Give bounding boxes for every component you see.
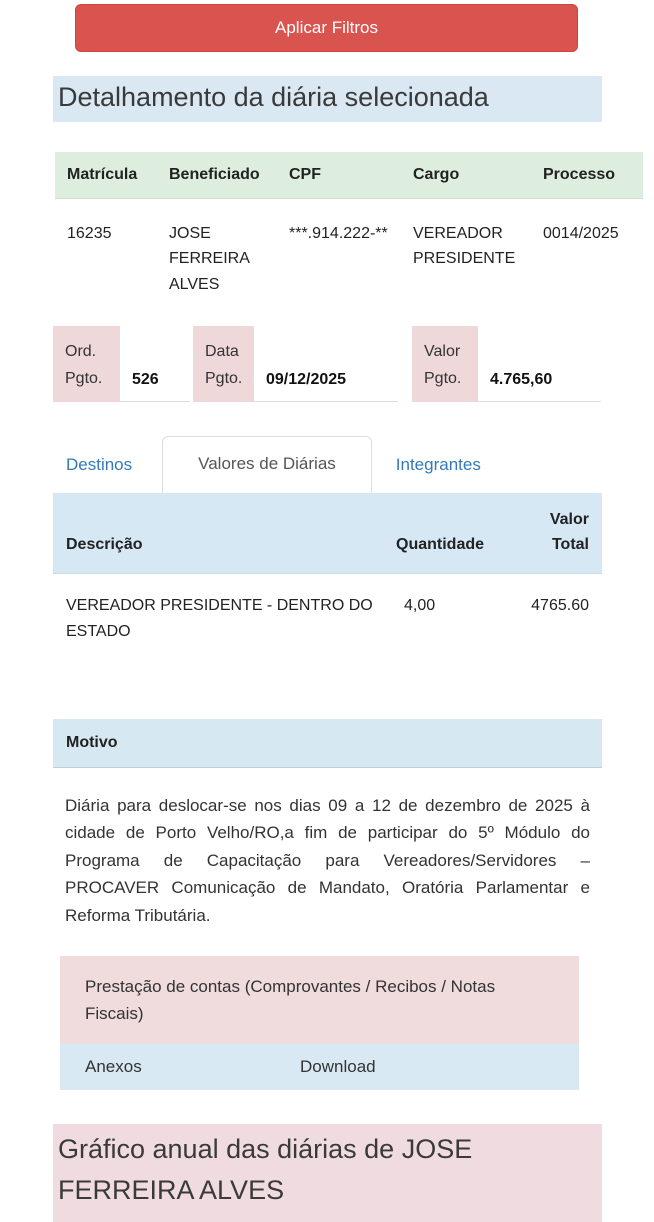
payment-summary-row <box>53 326 654 402</box>
motivo-text: Diária para deslocar-se nos dias 09 a 12 de dezembro de 2025 à cidade de Porto Velho/RO,a fim de participar do 5º Módulo do Programa de Capacitação para Vereadores/Servidores – PROCAVER Comunicação de Mandato, Oratória Parlamentar e Reforma Tributária. <box>65 795 590 925</box>
anexos-header-row <box>60 1044 579 1090</box>
valor-pgto-label: Valor Pgto. <box>412 326 478 402</box>
ord-pgto-label: Ord. Pgto. <box>53 326 120 402</box>
anexos-column-label: Anexos <box>85 1056 142 1076</box>
beneficiary-table-header-row <box>55 152 643 199</box>
cell-descricao: VEREADOR PRESIDENTE - DENTRO DO ESTADO <box>66 596 373 641</box>
detail-section-title: Detalhamento da diária selecionada <box>53 76 602 122</box>
col-header-cargo: Cargo <box>401 152 531 199</box>
motivo-header: Motivo <box>53 719 602 768</box>
download-column-label: Download <box>300 1056 376 1076</box>
valores-diarias-table <box>53 493 602 656</box>
cell-valor-total: 4765.60 <box>531 596 589 614</box>
cell-quantidade: 4,00 <box>404 596 436 614</box>
cell-cpf: ***.914.222-** <box>289 224 388 242</box>
ord-pgto-value: 526 <box>120 326 190 402</box>
prestacao-de-contas-panel <box>60 956 579 1089</box>
cell-beneficiado: JOSE FERREIRA ALVES <box>169 224 250 293</box>
col-header-descricao: Descrição <box>53 493 383 574</box>
tab-valores-de-diarias[interactable]: Valores de Diárias <box>162 436 372 493</box>
tab-integrantes[interactable]: Integrantes <box>395 454 481 474</box>
prestacao-header: Prestação de contas (Comprovantes / Recibos / Notas Fiscais) <box>60 956 579 1043</box>
diarias-detail-page <box>0 4 654 1222</box>
col-header-cpf: CPF <box>277 152 401 199</box>
table-row <box>53 573 602 655</box>
cell-matricula: 16235 <box>67 224 112 242</box>
cell-cargo: VEREADOR PRESIDENTE <box>413 224 516 268</box>
col-header-valor-total: Valor Total <box>507 493 602 574</box>
data-pgto-label: Data Pgto. <box>193 326 254 402</box>
data-pgto-value: 09/12/2025 <box>254 326 398 402</box>
valor-pgto-value: 4.765,60 <box>478 326 601 402</box>
valores-table-header-row <box>53 493 602 574</box>
col-header-matricula: Matrícula <box>55 152 157 199</box>
cell-processo: 0014/2025 <box>543 224 619 242</box>
annual-chart-section-title: Gráfico anual das diárias de JOSE FERREIRA ALVES <box>53 1124 602 1222</box>
apply-filters-button[interactable]: Aplicar Filtros <box>75 4 578 52</box>
col-header-beneficiado: Beneficiado <box>157 152 277 199</box>
col-header-processo: Processo <box>531 152 643 199</box>
detail-tabs <box>53 436 654 493</box>
tab-destinos[interactable]: Destinos <box>66 454 133 474</box>
beneficiary-table <box>55 152 643 308</box>
col-header-quantidade: Quantidade <box>383 493 507 574</box>
table-row <box>55 198 643 307</box>
